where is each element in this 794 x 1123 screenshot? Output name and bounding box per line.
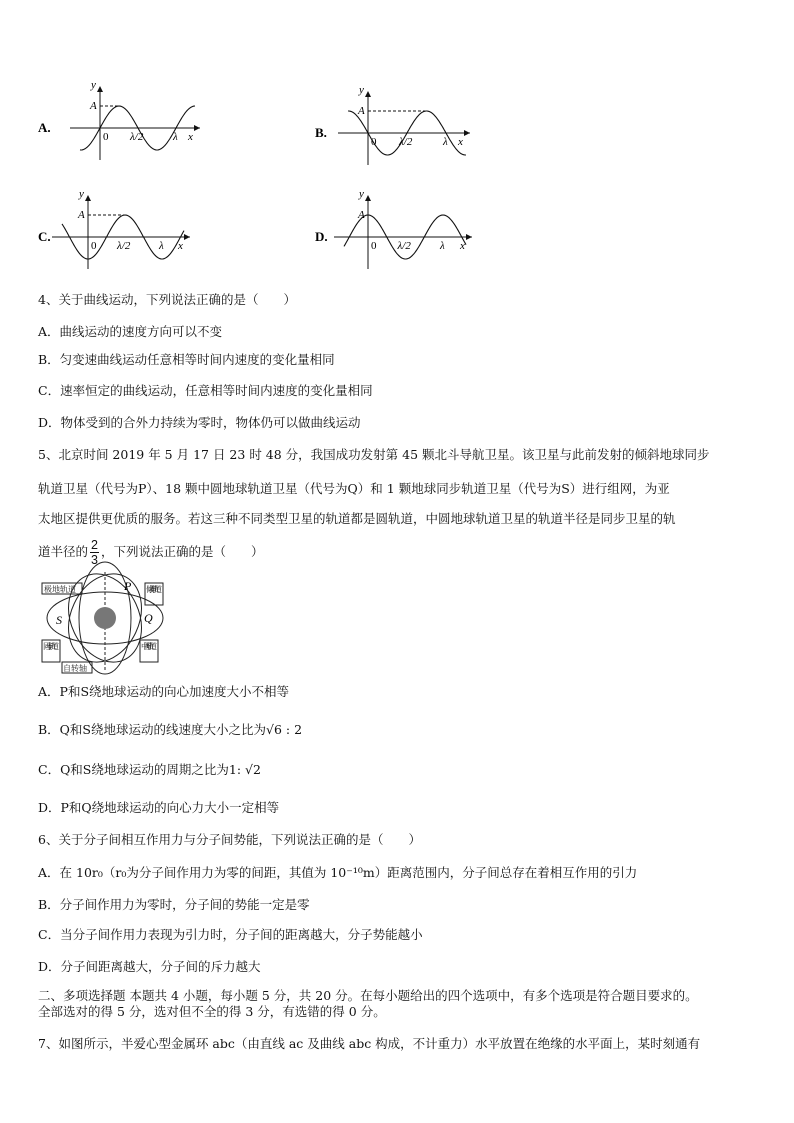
wavelength-label: λ [443, 136, 448, 148]
x-arrow [466, 234, 472, 240]
y-arrow [97, 86, 103, 92]
half-wavelength-label: λ/2 [399, 136, 413, 148]
q5-line2: 轨道卫星（代号为P）、18 颗中圆地球轨道卫星（代号为Q）和 1 颗地球同步轨道卫星（代号为S）进行组网，为亚 [38, 481, 670, 496]
y-label: y [359, 188, 364, 200]
q5-option-d: D．P和Q绕地球运动的向心力大小一定相等 [38, 800, 280, 815]
x-arrow [464, 130, 470, 136]
x-label: x [458, 136, 463, 148]
origin-label: 0 [103, 131, 109, 143]
amplitude-label: A [358, 105, 365, 117]
wavelength-label: λ [173, 131, 178, 143]
q4-option-b: B．匀变速曲线运动任意相等时间内速度的变化量相同 [38, 352, 335, 367]
label-sync: 同步轨道 [43, 642, 59, 651]
y-arrow [85, 195, 91, 201]
amplitude-label: A [358, 209, 365, 221]
q6-option-d: D．分子间距离越大，分子间的斥力越大 [38, 959, 261, 974]
label-q: Q [144, 611, 153, 625]
wavelength-label: λ [159, 240, 164, 252]
x-label: x [188, 131, 193, 143]
y-label: y [91, 79, 96, 91]
q5-line1: 5、北京时间 2019 年 5 月 17 日 23 时 48 分，我国成功发射第 45 颗北斗导航卫星。该卫星与此前发射的倾斜地球同步 [38, 447, 710, 462]
origin-label: 0 [371, 240, 377, 252]
q4-option-c: C．速率恒定的曲线运动，任意相等时间内速度的变化量相同 [38, 383, 373, 398]
label-axis: 自转轴 [63, 664, 87, 673]
frac-den: 3 [91, 553, 98, 567]
origin-label: 0 [371, 136, 377, 148]
section2-line2: 全部选对的得 5 分，选对但不全的得 3 分，有选错的得 0 分。 [38, 1004, 386, 1019]
label-medium: 中圆轨道 [141, 642, 157, 651]
y-label: y [79, 188, 84, 200]
q4-stem: 4、关于曲线运动，下列说法正确的是（ ） [38, 292, 296, 307]
q6-option-a: A．在 10r₀（r₀为分子间作用力为零的间距，其值为 10⁻¹⁰m）距离范围内，分子间总存在着相互作用的引力 [38, 865, 638, 880]
x-arrow [194, 125, 200, 131]
graph-label: B. [315, 125, 327, 140]
q6-stem: 6、关于分子间相互作用力与分子间势能，下列说法正确的是（ ） [38, 832, 421, 847]
graph-label: A. [38, 120, 51, 135]
q4-option-a: A．曲线运动的速度方向可以不变 [38, 324, 223, 339]
x-label: x [178, 240, 183, 252]
label-polar: 极地轨道 [44, 585, 76, 594]
q5-line4 [38, 538, 263, 567]
q5-line4-post: ，下列说法正确的是（ ） [100, 544, 264, 559]
q6-option-b: B．分子间作用力为零时，分子间的势能一定是零 [38, 897, 310, 912]
section2-line1: 二、多项选择题 本题共 4 小题，每小题 5 分，共 20 分。在每小题给出的四个选项中，有多个选项是符合题目要求的。 [38, 988, 698, 1003]
half-wavelength-label: λ/2 [397, 240, 411, 252]
x-arrow [184, 234, 190, 240]
y-arrow [365, 195, 371, 201]
amplitude-label: A [90, 100, 97, 112]
x-label: x [460, 240, 465, 252]
half-wavelength-label: λ/2 [130, 131, 144, 143]
label-s: S [56, 613, 62, 627]
q7-line1: 7、如图所示，半爱心型金属环 abc（由直线 ac 及曲线 abc 构成，不计重力）水平放置在绝缘的水平面上，某时刻通有 [38, 1036, 701, 1051]
q5-line3: 太地区提供更优质的服务。若这三种不同类型卫星的轨道都是圆轨道，中圆地球轨道卫星的轨道半径是同步卫星的轨 [38, 511, 676, 526]
q4-option-d: D．物体受到的合外力持续为零时，物体仍可以做曲线运动 [38, 415, 361, 430]
label-inclined: 倾斜轨道 [146, 585, 162, 594]
origin-label: 0 [91, 240, 97, 252]
frac-num: 2 [91, 538, 98, 552]
wave-graphs [0, 0, 794, 280]
fraction [90, 538, 99, 567]
amplitude-label: A [78, 209, 85, 221]
label-p: P [124, 579, 132, 593]
wavelength-label: λ [440, 240, 445, 252]
q5-option-c: C．Q和S绕地球运动的周期之比为1: √2 [38, 762, 261, 777]
q5-line4-pre: 道半径的 [38, 544, 89, 559]
y-label: y [359, 84, 364, 96]
q5-option-b: B．Q和S绕地球运动的线速度大小之比为√6 : 2 [38, 722, 303, 737]
half-wavelength-label: λ/2 [117, 240, 131, 252]
y-arrow [365, 91, 371, 97]
graph-label: D. [315, 229, 328, 244]
q5-option-a: A．P和S绕地球运动的向心加速度大小不相等 [38, 684, 290, 699]
graph-label: C. [38, 229, 51, 244]
q6-option-c: C．当分子间作用力表现为引力时，分子间的距离越大，分子势能越小 [38, 927, 423, 942]
